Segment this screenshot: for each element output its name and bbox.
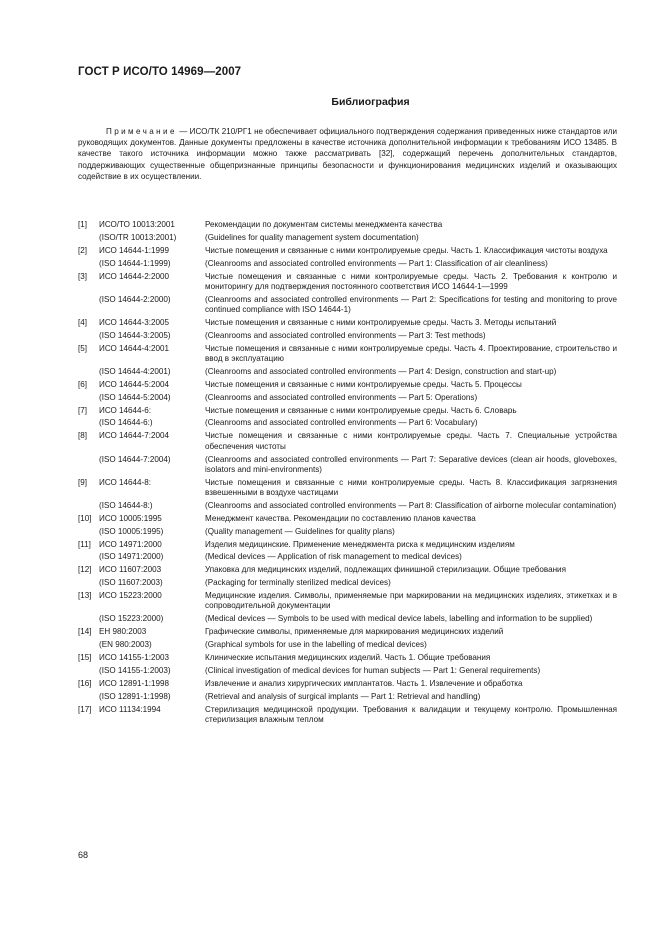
ref-number: [5] [78,343,87,353]
ref-text: Чистые помещения и связанные с ними контролируемые среды. Часть 8. Классификация загрязнения взвешенными в воздухе частицами [205,477,617,498]
reference-row [78,246,617,256]
reference-list [78,220,617,728]
ref-text: (Cleanrooms and associated controlled environments — Part 4: Design, construction and start-up) [205,366,557,376]
ref-text: (Cleanrooms and associated controlled environments — Part 1: Classification of air cleanliness) [205,258,548,268]
ref-text: Графические символы, применяемые для маркирования медицинских изделий [205,627,504,637]
ref-text: Чистые помещения и связанные с ними контролируемые среды. Часть 5. Процессы [205,379,522,389]
reference-row [78,666,617,676]
ref-text: (Cleanrooms and associated controlled environments — Part 6: Vocabulary) [205,418,478,428]
reference-row [78,640,617,650]
reference-row [78,431,617,452]
page-number: 68 [78,850,89,860]
ref-code: (ISO 14644-7:2004) [99,454,171,464]
ref-number: [3] [78,271,87,281]
ref-text: Чистые помещения и связанные с ними контролируемые среды. Часть 2. Требования к контролю и мониторингу для подтверждения постоянного соответствия ИСО 14644-1—1999 [205,271,617,291]
reference-row [78,272,617,293]
ref-code: ИСО 14644-2:2000 [99,271,169,281]
ref-code: ИСО/ТО 10013:2001 [99,220,175,229]
ref-code: ИСО 14644-4:2001 [99,343,169,353]
reference-row [78,692,617,702]
ref-code: ИСО 14644-1:1999 [99,245,169,255]
reference-row [78,418,617,428]
ref-code: (ISO 14644-3:2005) [99,330,171,340]
ref-code: (ISO 14644-1:1999) [99,258,171,268]
ref-text: (Clinical investigation of medical devices for human subjects — Part 1: General requirements) [205,665,541,675]
reference-row [78,514,617,524]
document-header: ГОСТ Р ИСО/ТО 14969—2007 [78,66,242,78]
ref-code: ИСО 14644-5:2004 [99,379,169,389]
ref-number: [8] [78,431,87,441]
reference-row [78,380,617,390]
ref-text: Чистые помещения и связанные с ними контролируемые среды. Часть 1. Классификация чистоты воздуха [205,245,608,255]
ref-code: (ISO 14155-1:2003) [99,665,171,675]
ref-text: (Cleanrooms and associated controlled environments — Part 7: Separative devices (clean air hoods, gloveboxes, isolators and mini-environments) [205,454,617,474]
ref-code: (ISO 14644-2:2000) [99,294,171,304]
ref-number: [10] [78,513,92,523]
ref-code: ЕН 980:2003 [99,627,147,637]
ref-number: [9] [78,477,87,487]
ref-text: Упаковка для медицинских изделий, подлежащих финишной стерилизации. Общие требования [205,565,566,575]
ref-number: [16] [78,678,92,688]
ref-text: Изделия медицинские. Применение менеджмента риска к медицинским изделиям [205,539,515,549]
ref-number: [4] [78,317,87,327]
reference-row [78,233,617,243]
ref-code: (ISO 14644-6:) [99,418,153,428]
reference-row [78,259,617,269]
ref-code: ИСО 14971:2000 [99,539,162,549]
reference-row [78,540,617,550]
reference-row [78,406,617,416]
ref-text: (Packaging for terminally sterilized medical devices) [205,578,391,588]
ref-text: Чистые помещения и связанные с ними контролируемые среды. Часть 3. Методы испытаний [205,317,557,327]
reference-row [78,478,617,499]
reference-row [78,344,617,365]
ref-text: (Cleanrooms and associated controlled environments — Part 5: Operations) [205,392,478,402]
reference-row [78,578,617,588]
ref-number: [11] [78,539,91,549]
reference-row [78,455,617,476]
ref-code: ИСО 14644-7:2004 [99,431,169,441]
ref-text: Рекомендации по документам системы менеджмента качества [205,220,443,229]
bibliography-note [78,126,617,182]
ref-code: (ISO 10005:1995) [99,526,164,536]
ref-code: ИСО 10005:1995 [99,513,162,523]
ref-number: [7] [78,405,87,415]
reference-row [78,627,617,637]
ref-text: Извлечение и анализ хирургических имплантатов. Часть 1. Извлечение и обработка [205,678,523,688]
reference-row [78,527,617,537]
ref-number: [15] [78,653,92,663]
ref-number: [1] [78,220,87,229]
ref-number: [2] [78,245,87,255]
reference-row [78,220,617,230]
ref-text: Чистые помещения и связанные с ними контролируемые среды. Часть 7. Специальные устройства обеспечения чистоты [205,431,617,451]
ref-code: ИСО 12891-1:1998 [99,678,169,688]
ref-text: (Medical devices — Symbols to be used with medical device labels, labelling and information to be supplied) [205,614,593,624]
ref-text: Клинические испытания медицинских изделий. Часть 1. Общие требования [205,653,491,663]
ref-code: (ISO/TR 10013:2001) [99,232,177,242]
ref-code: ИСО 15223:2000 [99,591,162,601]
reference-row [78,679,617,689]
ref-code: ИСО 11607:2003 [99,565,162,575]
ref-code: (EN 980:2003) [99,640,152,650]
ref-text: (Quality management — Guidelines for quality plans) [205,526,395,536]
reference-row [78,295,617,316]
note-text: — ИСО/ТК 210/РГ1 не обеспечивает официального подтверждения содержания приведенных ниже стандартов или руководящих документов. Данные документы предложены в качестве источника дополнительной информации к требованиям ИСО 13485. В качестве такого источника информации можно также рассматривать [32], содержащий перечень дополнительных стандартов, поддерживающих существенные общепризнанные принципы безопасности и функционирования медицинских изделий и оказывающих содействие в их осуществлении. [78,127,618,181]
ref-number: [12] [78,565,92,575]
ref-number: [6] [78,379,87,389]
ref-code: ИСО 14644-3:2005 [99,317,169,327]
reference-row [78,705,617,726]
ref-text: (Retrieval and analysis of surgical implants — Part 1: Retrieval and handling) [205,691,481,701]
ref-text: Чистые помещения и связанные с ними контролируемые среды. Часть 4. Проектирование, строительство и ввод в эксплуатацию [205,343,617,364]
reference-row [78,367,617,377]
reference-row [78,565,617,575]
reference-row [78,591,617,612]
ref-text: (Guidelines for quality management system documentation) [205,232,419,242]
ref-text: Медицинские изделия. Символы, применяемые при маркировании на медицинских изделиях, этикетках и в сопроводительной документации [205,591,617,611]
reference-row [78,552,617,562]
reference-row [78,393,617,403]
ref-text: (Cleanrooms and associated controlled environments — Part 3: Test methods) [205,330,486,340]
ref-text: Менеджмент качества. Рекомендации по составлению планов качества [205,513,476,523]
ref-code: (ISO 14971:2000) [99,552,164,562]
ref-code: (ISO 14644-5:2004) [99,392,171,402]
ref-code: ИСО 14155-1:2003 [99,653,169,663]
ref-number: [13] [78,591,92,601]
reference-row [78,331,617,341]
ref-number: [14] [78,627,92,637]
reference-row [78,501,617,511]
ref-code: ИСО 11134:1994 [99,704,161,714]
ref-text: Чистые помещения и связанные с ними контролируемые среды. Часть 6. Словарь [205,405,517,415]
ref-code: (ISO 11607:2003) [99,578,163,588]
ref-code: ИСО 14644-8: [99,477,151,487]
ref-code: ИСО 14644-6: [99,405,151,415]
reference-row [78,653,617,663]
ref-number: [17] [78,704,92,714]
ref-text: (Graphical symbols for use in the labelling of medical devices) [205,640,427,650]
ref-text: (Cleanrooms and associated controlled environments — Part 2: Specifications for testing and monitoring to prove continued compliance with ISO 14644-1) [205,294,617,315]
ref-text: (Cleanrooms and associated controlled environments — Part 8: Classification of airborne molecular contamination) [205,500,617,510]
ref-text: (Medical devices — Application of risk management to medical devices) [205,552,462,562]
ref-code: (ISO 12891-1:1998) [99,691,171,701]
ref-code: (ISO 14644-4:2001) [99,366,171,376]
reference-row [78,318,617,328]
ref-text: Стерилизация медицинской продукции. Требования к валидации и текущему контролю. Промышленная стерилизация влажным теплом [205,704,617,724]
bibliography-title: Библиография [331,96,410,108]
note-lead: Примечание [106,127,177,136]
ref-code: (ISO 15223:2000) [99,614,164,624]
ref-code: (ISO 14644-8:) [99,500,153,510]
reference-row [78,614,617,624]
